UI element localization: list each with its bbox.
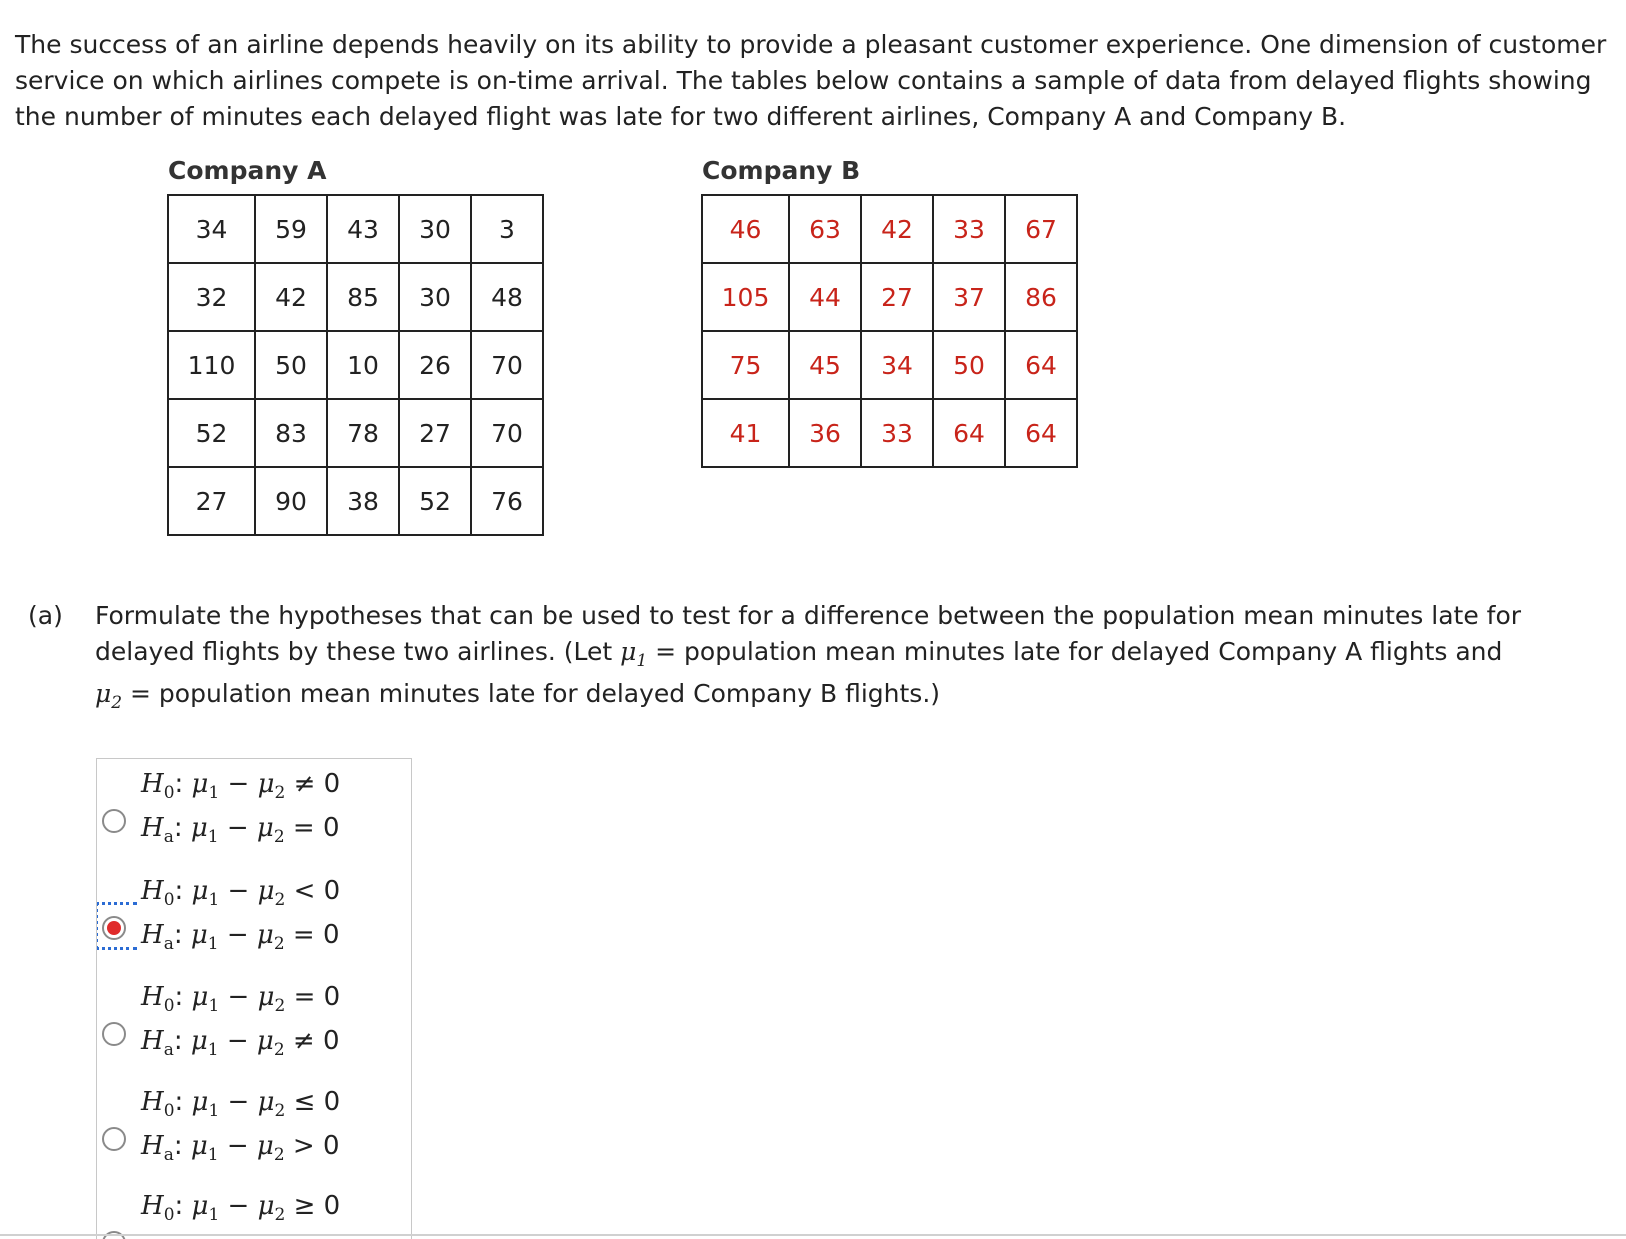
mu: μ (190, 920, 208, 950)
mu2-symbol: $\mu_2$ (256, 1131, 285, 1165)
mu: μ (191, 876, 209, 906)
company-a-cell: 90 (255, 467, 327, 535)
minus-sign: − (227, 1191, 250, 1221)
company-a-title: Company A (168, 156, 327, 185)
company-b-cell: 34 (861, 331, 933, 399)
mu: μ (190, 1026, 208, 1056)
minus-sign: − (226, 1131, 249, 1161)
null-hypothesis (141, 769, 341, 803)
mu2-symbol: $\mu_2$ (257, 1087, 286, 1121)
mu1-symbol: $\mu_1$ (191, 982, 220, 1016)
company-b-cell: 36 (789, 399, 861, 467)
company-a-cell: 52 (168, 399, 255, 467)
colon: : (174, 1191, 184, 1221)
mu: μ (191, 982, 209, 1012)
company-a-row (168, 263, 543, 331)
mu1-symbol: $\mu_1$ (191, 769, 220, 803)
question-text-part2: = population mean minutes late for delayed Company A flights and (647, 637, 1503, 666)
null-hypothesis (141, 1191, 341, 1225)
hypothesis-symbol: $H_0$ (141, 982, 175, 1016)
company-b-cell: 64 (1005, 331, 1077, 399)
h-letter: H (141, 813, 164, 843)
company-b-cell: 27 (861, 263, 933, 331)
mu: μ (257, 876, 275, 906)
company-b-cell: 42 (861, 195, 933, 263)
h-letter: H (141, 982, 164, 1012)
hypothesis-symbol: $H_a$ (141, 920, 174, 954)
company-b-cell: 41 (702, 399, 789, 467)
zero: 0 (323, 769, 341, 799)
colon: : (174, 876, 184, 906)
radio-button[interactable] (102, 1127, 126, 1151)
mu1-symbol: $\mu_1$ (190, 813, 219, 847)
mu1-symbol: $\mu_1$ (190, 920, 219, 954)
relation-operator: > (292, 1131, 315, 1161)
company-a-row (168, 399, 543, 467)
zero: 0 (322, 1131, 340, 1161)
null-hypothesis (141, 982, 341, 1016)
mu1-symbol: $\mu_1$ (190, 1026, 219, 1060)
company-b-cell: 46 (702, 195, 789, 263)
mu: μ (257, 982, 275, 1012)
colon: : (174, 769, 184, 799)
h-letter: H (141, 1087, 164, 1117)
company-a-cell: 85 (327, 263, 399, 331)
company-b-row (702, 399, 1077, 467)
hypothesis-options (96, 758, 412, 1239)
zero: 0 (322, 813, 340, 843)
company-a-cell: 27 (168, 467, 255, 535)
mu2-symbol: $\mu_2$ (256, 813, 285, 847)
company-a-cell: 42 (255, 263, 327, 331)
radio-button[interactable] (102, 1022, 126, 1046)
relation-operator: ≤ (293, 1087, 316, 1117)
company-a-cell: 110 (168, 331, 255, 399)
company-a-cell: 43 (327, 195, 399, 263)
hypothesis-symbol: $H_a$ (141, 1026, 174, 1060)
question-label: (a) (28, 601, 63, 630)
company-a-row (168, 195, 543, 263)
alt-hypothesis (141, 920, 340, 954)
hypothesis-option-2[interactable] (97, 876, 407, 968)
colon: : (173, 1026, 183, 1056)
minus-sign: − (227, 769, 250, 799)
mu: μ (191, 769, 209, 799)
null-hypothesis (141, 876, 341, 910)
company-a-cell: 50 (255, 331, 327, 399)
alt-hypothesis (141, 813, 340, 847)
company-a-cell: 38 (327, 467, 399, 535)
company-a-cell: 83 (255, 399, 327, 467)
hypothesis-symbol: $H_0$ (141, 1191, 175, 1225)
mu: μ (190, 813, 208, 843)
company-a-cell: 78 (327, 399, 399, 467)
question-text-part1: Formulate the hypotheses that can be used to test for a difference between the population mean minutes late for delayed flights by these two airlines. (Let (95, 601, 1522, 666)
minus-sign: − (227, 876, 250, 906)
company-a-cell: 32 (168, 263, 255, 331)
company-a-row (168, 331, 543, 399)
mu: μ (191, 1087, 209, 1117)
company-a-cell: 70 (471, 331, 543, 399)
company-b-title: Company B (702, 156, 861, 185)
h-letter: H (141, 876, 164, 906)
company-b-row (702, 195, 1077, 263)
relation-operator: ≠ (293, 769, 316, 799)
relation-operator: = (292, 813, 315, 843)
minus-sign: − (227, 982, 250, 1012)
mu1-symbol: $\mu_1$ (190, 1131, 219, 1165)
h-letter: H (141, 920, 164, 950)
zero: 0 (323, 982, 341, 1012)
company-b-cell: 44 (789, 263, 861, 331)
company-b-cell: 86 (1005, 263, 1077, 331)
hypothesis-symbol: $H_0$ (141, 769, 175, 803)
colon: : (173, 920, 183, 950)
mu: μ (191, 1191, 209, 1221)
zero: 0 (323, 1191, 341, 1221)
relation-operator: = (293, 982, 316, 1012)
mu2-symbol: $\mu_2$ (257, 982, 286, 1016)
company-b-cell: 64 (1005, 399, 1077, 467)
hypothesis-symbol: $H_a$ (141, 1131, 174, 1165)
relation-operator: ≥ (293, 1191, 316, 1221)
company-b-cell: 45 (789, 331, 861, 399)
company-b-cell: 33 (861, 399, 933, 467)
mu1-symbol: $\mu_1$ (191, 1087, 220, 1121)
company-b-row (702, 331, 1077, 399)
company-a-cell: 26 (399, 331, 471, 399)
company-b-cell: 64 (933, 399, 1005, 467)
radio-button[interactable] (102, 809, 126, 833)
company-b-cell: 75 (702, 331, 789, 399)
mu: μ (257, 1087, 275, 1117)
colon: : (174, 1087, 184, 1117)
relation-operator: = (292, 920, 315, 950)
h-letter: H (141, 1026, 164, 1056)
relation-operator: ≠ (292, 1026, 315, 1056)
mu1-symbol: $\mu_1$ (191, 876, 220, 910)
relation-operator: < (293, 876, 316, 906)
company-b-cell: 50 (933, 331, 1005, 399)
hypothesis-option-1[interactable] (97, 769, 407, 861)
company-b-cell: 33 (933, 195, 1005, 263)
question-text (95, 598, 1615, 712)
null-hypothesis (141, 1087, 341, 1121)
mu2-symbol: $\mu_2$ (256, 1026, 285, 1060)
hypothesis-option-5[interactable] (97, 1191, 407, 1239)
mu: μ (256, 1131, 274, 1161)
company-b-cell: 63 (789, 195, 861, 263)
hypothesis-symbol: $H_a$ (141, 813, 174, 847)
mu2-symbol: $\mu_2$ (95, 679, 123, 713)
mu: μ (256, 1026, 274, 1056)
zero: 0 (323, 1087, 341, 1117)
mu: μ (256, 920, 274, 950)
h-letter: H (141, 1131, 164, 1161)
minus-sign: − (226, 1026, 249, 1056)
company-a-cell: 10 (327, 331, 399, 399)
company-a-cell: 48 (471, 263, 543, 331)
mu2-symbol: $\mu_2$ (257, 1191, 286, 1225)
mu1-symbol: $\mu_1$ (620, 637, 648, 671)
alt-hypothesis (141, 1131, 340, 1165)
mu: μ (257, 1191, 275, 1221)
company-a-row (168, 467, 543, 535)
company-a-cell: 30 (399, 263, 471, 331)
minus-sign: − (227, 1087, 250, 1117)
colon: : (173, 813, 183, 843)
company-a-cell: 3 (471, 195, 543, 263)
radio-button-selected[interactable] (102, 916, 126, 940)
company-b-cell: 105 (702, 263, 789, 331)
company-a-cell: 27 (399, 399, 471, 467)
company-a-cell: 59 (255, 195, 327, 263)
mu2-symbol: $\mu_2$ (257, 876, 286, 910)
hypothesis-option-4[interactable] (97, 1087, 407, 1179)
problem-intro: The success of an airline depends heavily on its ability to provide a pleasant customer experience. One dimension of customer service on which airlines compete is on-time arrival. The tables below contains a sample of data from delayed flights showing the number of minutes each delayed flight was late for two different airlines, Company A and Company B. (15, 30, 1607, 131)
company-a-cell: 30 (399, 195, 471, 263)
question-text-part3: = population mean minutes late for delayed Company B flights.) (122, 679, 941, 708)
mu2-symbol: $\mu_2$ (257, 769, 286, 803)
company-a-cell: 52 (399, 467, 471, 535)
mu2-symbol: $\mu_2$ (256, 920, 285, 954)
h-letter: H (141, 1191, 164, 1221)
hypothesis-symbol: $H_0$ (141, 876, 175, 910)
minus-sign: − (226, 920, 249, 950)
mu: μ (257, 769, 275, 799)
company-a-table (167, 194, 544, 536)
hypothesis-symbol: $H_0$ (141, 1087, 175, 1121)
colon: : (174, 982, 184, 1012)
company-b-table (701, 194, 1078, 468)
minus-sign: − (226, 813, 249, 843)
company-b-cell: 37 (933, 263, 1005, 331)
mu1-symbol: $\mu_1$ (191, 1191, 220, 1225)
h-letter: H (141, 769, 164, 799)
company-b-cell: 67 (1005, 195, 1077, 263)
zero: 0 (322, 1026, 340, 1056)
mu: μ (190, 1131, 208, 1161)
alt-hypothesis (141, 1026, 340, 1060)
company-a-cell: 70 (471, 399, 543, 467)
zero: 0 (322, 920, 340, 950)
zero: 0 (323, 876, 341, 906)
company-b-row (702, 263, 1077, 331)
company-a-cell: 76 (471, 467, 543, 535)
colon: : (173, 1131, 183, 1161)
company-a-cell: 34 (168, 195, 255, 263)
mu: μ (256, 813, 274, 843)
hypothesis-option-3[interactable] (97, 982, 407, 1074)
